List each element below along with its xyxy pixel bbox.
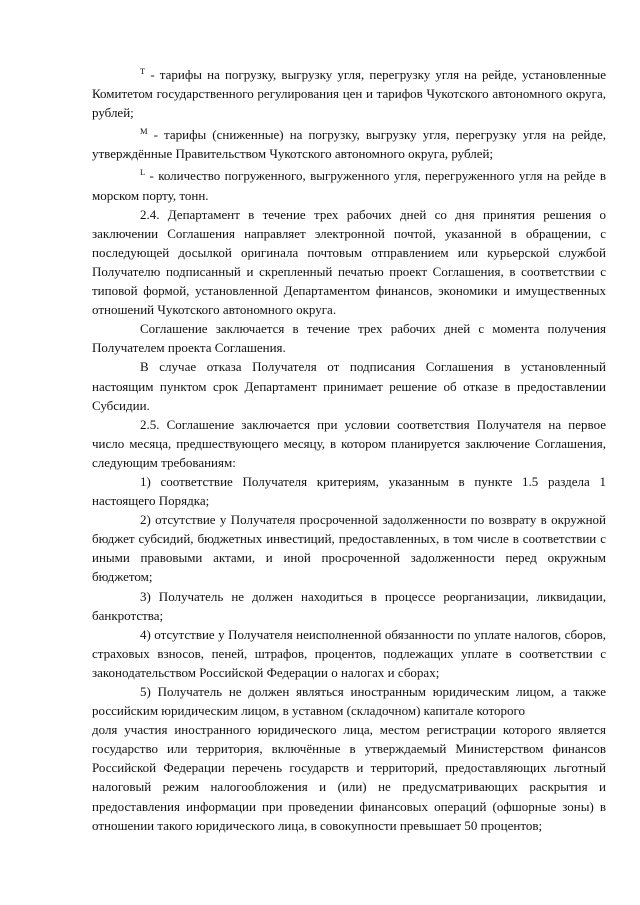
formula-symbol: L <box>140 167 146 178</box>
clause-2-5: 2.5. Соглашение заключается при условии соответствия Получателя на первое число месяца, предшествующего месяцу, в котором планируется заключение Соглашения, следующим требованиям: <box>92 416 606 470</box>
paragraph-text: - количество погруженного, выгруженного угля, перегруженного угля на рейде в морском порту, тонн. <box>92 168 606 203</box>
requirement-2: 2) отсутствие у Получателя просроченной задолженности по возврату в окружной бюджет субсидий, бюджетных инвестиций, предоставленных, в том числе в соответствии с иными правовыми актами, и иной просроченной задолженности перед окружным бюджетом; <box>92 512 606 585</box>
formula-symbol: T <box>140 66 146 76</box>
paragraph-text: - тарифы (сниженные) на погрузку, выгрузку угля, перегрузку угля на рейде, утверждённые Правительством Чукотского автономного округа, рублей; <box>92 127 606 162</box>
refusal-paragraph: В случае отказа Получателя от подписания Соглашения в установленный настоящим пунктом срок Департамент принимает решение об отказе в предоставлении Субсидии. <box>92 359 606 413</box>
requirement-4: 4) отсутствие у Получателя неисполненной обязанности по уплате налогов, сборов, страховых взносов, пеней, штрафов, процентов, подлежащих уплате в соответствии с законодательством Российской Федерации о налогах и сборах; <box>92 626 606 680</box>
clause-2-4: 2.4. Департамент в течение трех рабочих дней со дня принятия решения о заключении Соглашения направляет электронной почтой, указанной в обращении, с последующей досылкой оригинала почтовым отправлением или курьерской службой Получателю подписанный и скрепленный печатью проект Соглашения, в соответствии с типовой формой, установленной Департаментом финансов, экономики и имущественных отношений Чукотского автономного округа. <box>92 206 606 318</box>
formula-legend-quantity <box>92 163 606 204</box>
formula-legend-tariff <box>92 62 606 122</box>
formula-legend-reduced-tariff <box>92 122 606 163</box>
requirement-3: 3) Получатель не должен находиться в процессе реорганизации, ликвидации, банкротства; <box>92 588 606 623</box>
requirement-1: 1) соответствие Получателя критериям, указанным в пункте 1.5 раздела 1 настоящего Порядка; <box>92 473 606 509</box>
formula-symbol: M <box>140 126 148 137</box>
requirement-5: 5) Получатель не должен являться иностранным юридическим лицом, а также российским юридическим лицом, в уставном (складочном) капитале которого <box>92 684 606 719</box>
requirement-5-continuation: доля участия иностранного юридического лица, местом регистрации которого является государство или территория, включённые в утверждаемый Министерством финансов Российской Федерации перечень государств и территорий, предоставляющих льготный налоговый режим налогообложения и (или) не предусматривающих раскрытия и предоставления информации при проведении финансовых операций (офшорные зоны) в отношении такого юридического лица, в совокупности превышает 50 процентов; <box>92 722 606 833</box>
agreement-term-paragraph: Соглашение заключается в течение трех рабочих дней с момента получения Получателем проекта Соглашения. <box>92 321 606 356</box>
paragraph-text: - тарифы на погрузку, выгрузку угля, перегрузку угля на рейде, установленные Комитетом государственного регулирования цен и тарифов Чукотского автономного округа, рублей; <box>92 67 606 121</box>
document-page <box>92 62 606 835</box>
